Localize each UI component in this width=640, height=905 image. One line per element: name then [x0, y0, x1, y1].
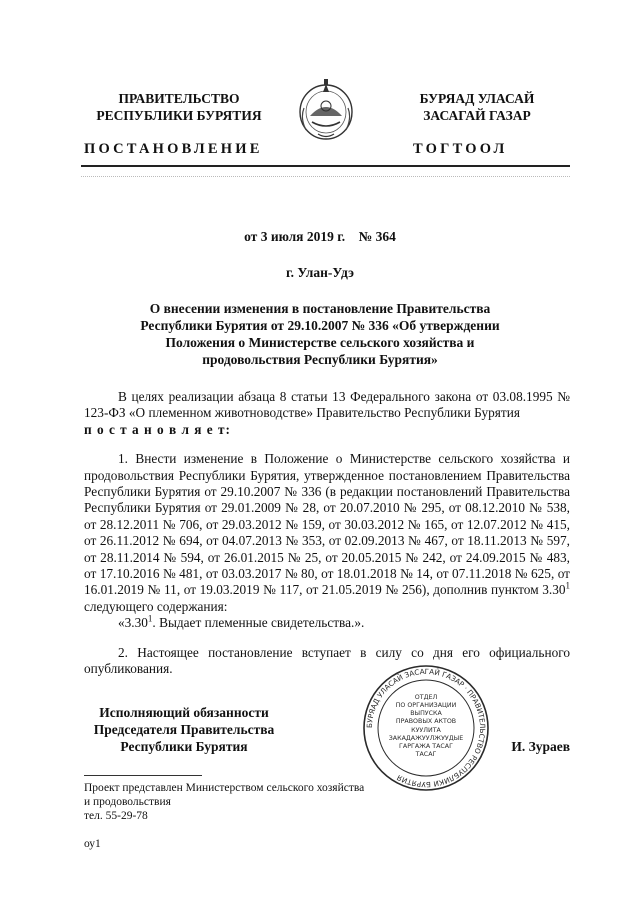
stamp-line2: ПО ОРГАНИЗАЦИИ: [395, 702, 457, 709]
title-line1: О внесении изменения в постановление Правительства: [149, 301, 491, 316]
title-line2: Республики Бурятия от 29.10.2007 № 336 «Об утверждении: [140, 318, 500, 333]
header-divider: [81, 165, 570, 167]
quote-end: . Выдает племенные свидетельства.».: [152, 615, 365, 631]
signatory-line2: Председателя Правительства: [93, 722, 275, 737]
stamp-line4: ПРАВОВЫХ АКТОВ: [395, 718, 457, 725]
title-line3: Положения о Министерстве сельского хозяйства и: [165, 335, 475, 350]
item-1-end: следующего содержания:: [84, 598, 228, 614]
quote-sup: 1: [147, 613, 153, 624]
footer-code: оу1: [84, 838, 101, 850]
item-1-sup: 1: [565, 581, 570, 592]
doc-type-right: ТОГТООЛ: [413, 141, 508, 157]
coat-of-arms-icon: [296, 78, 356, 142]
official-stamp: [362, 664, 490, 792]
stamp-ring-text: БУРЯАД УЛАСАЙ ЗАСАГАЙ ГАЗАР · ПРАВИТЕЛЬСТВО РЕСПУБЛИКИ БУРЯТИЯ: [364, 666, 488, 790]
stamp-line8: ТАСАГ: [415, 751, 437, 758]
header-right-line2: ЗАСАГАЙ ГАЗАР: [423, 108, 531, 123]
header-left-line2: РЕСПУБЛИКИ БУРЯТИЯ: [96, 108, 262, 123]
item-2: 2. Настоящее постановление вступает в силу со дня его официального опубликования.: [84, 644, 570, 677]
header-right-line1: БУРЯАД УЛАСАЙ: [419, 91, 535, 106]
quote-start: «3.30: [118, 615, 148, 631]
preamble: В целях реализации абзаца 8 статьи 13 Федерального закона от 03.08.1995 № 123-ФЗ «О племенном животноводстве» Правительство Республики Бурятия: [84, 389, 570, 421]
doc-type-left: ПОСТАНОВЛЕНИЕ: [84, 141, 263, 157]
city: г. Улан-Удэ: [286, 265, 354, 280]
item-1: [84, 451, 570, 615]
footer-line2: и продовольствия: [84, 796, 171, 808]
document-title: [0, 300, 640, 368]
header-left-line1: ПРАВИТЕЛЬСТВО: [118, 91, 240, 106]
stamp-line5: КУУЛИТА: [411, 727, 441, 734]
decree-word: п о с т а н о в л я е т:: [84, 421, 231, 437]
footer-note: [84, 781, 364, 823]
date-number: от 3 июля 2019 г. № 364: [244, 229, 396, 244]
signatory-title: [84, 704, 284, 755]
stamp-line3: ВЫПУСКА: [410, 710, 442, 717]
stamp-line7: ГАРГАЖА ТАСАГ: [399, 743, 453, 750]
body-text: [84, 389, 570, 678]
header-right: [382, 90, 572, 124]
footer-line1: Проект представлен Министерством сельского хозяйства: [84, 782, 365, 794]
footer-divider: [84, 775, 202, 776]
signatory-line3: Республики Бурятия: [120, 739, 248, 754]
quote: [84, 615, 570, 631]
signatory-line1: Исполняющий обязанности: [99, 705, 269, 720]
item-1-text: 1. Внести изменение в Положение о Министерстве сельского хозяйства и продовольствия Республики Бурятия, утвержденное постановлением Правительства Республики Бурятия от 29.10.2007 № 336 (в редакции постановлений Правительства Республики Бурятия от 29.01.2009 № 28, от 20.07.2010 № 295, от 08.12.2010 № 538, от 28.12.2011 № 706, от 29.03.2012 № 159, от 30.03.2012 № 165, от 12.07.2012 № 415, от 26.11.2012 № 694, от 04.07.2013 № 353, от 02.09.2013 № 467, от 18.11.2013 № 597, от 28.11.2014 № 594, от 26.01.2015 № 25, от 20.05.2015 № 242, от 24.09.2015 № 483, от 17.10.2016 № 481, от 03.03.2017 № 80, от 18.01.2018 № 14, от 07.11.2018 № 625, от 16.01.2019 № 11, от 19.03.2019 № 117, от 21.05.2019 № 256), дополнив пунктом 3.30: [84, 451, 570, 598]
stamp-line6: ЗАКАДАЖУУЛЖУУДЫЕ: [388, 735, 464, 742]
stamp-line1: ОТДЕЛ: [414, 694, 438, 701]
header-dotted-divider: [81, 176, 570, 177]
title-line4: продовольствия Республики Бурятия»: [202, 352, 438, 367]
footer-line3: тел. 55-29-78: [84, 810, 148, 822]
header-left: [84, 90, 274, 124]
signatory-name: И. Зураев: [511, 739, 570, 754]
